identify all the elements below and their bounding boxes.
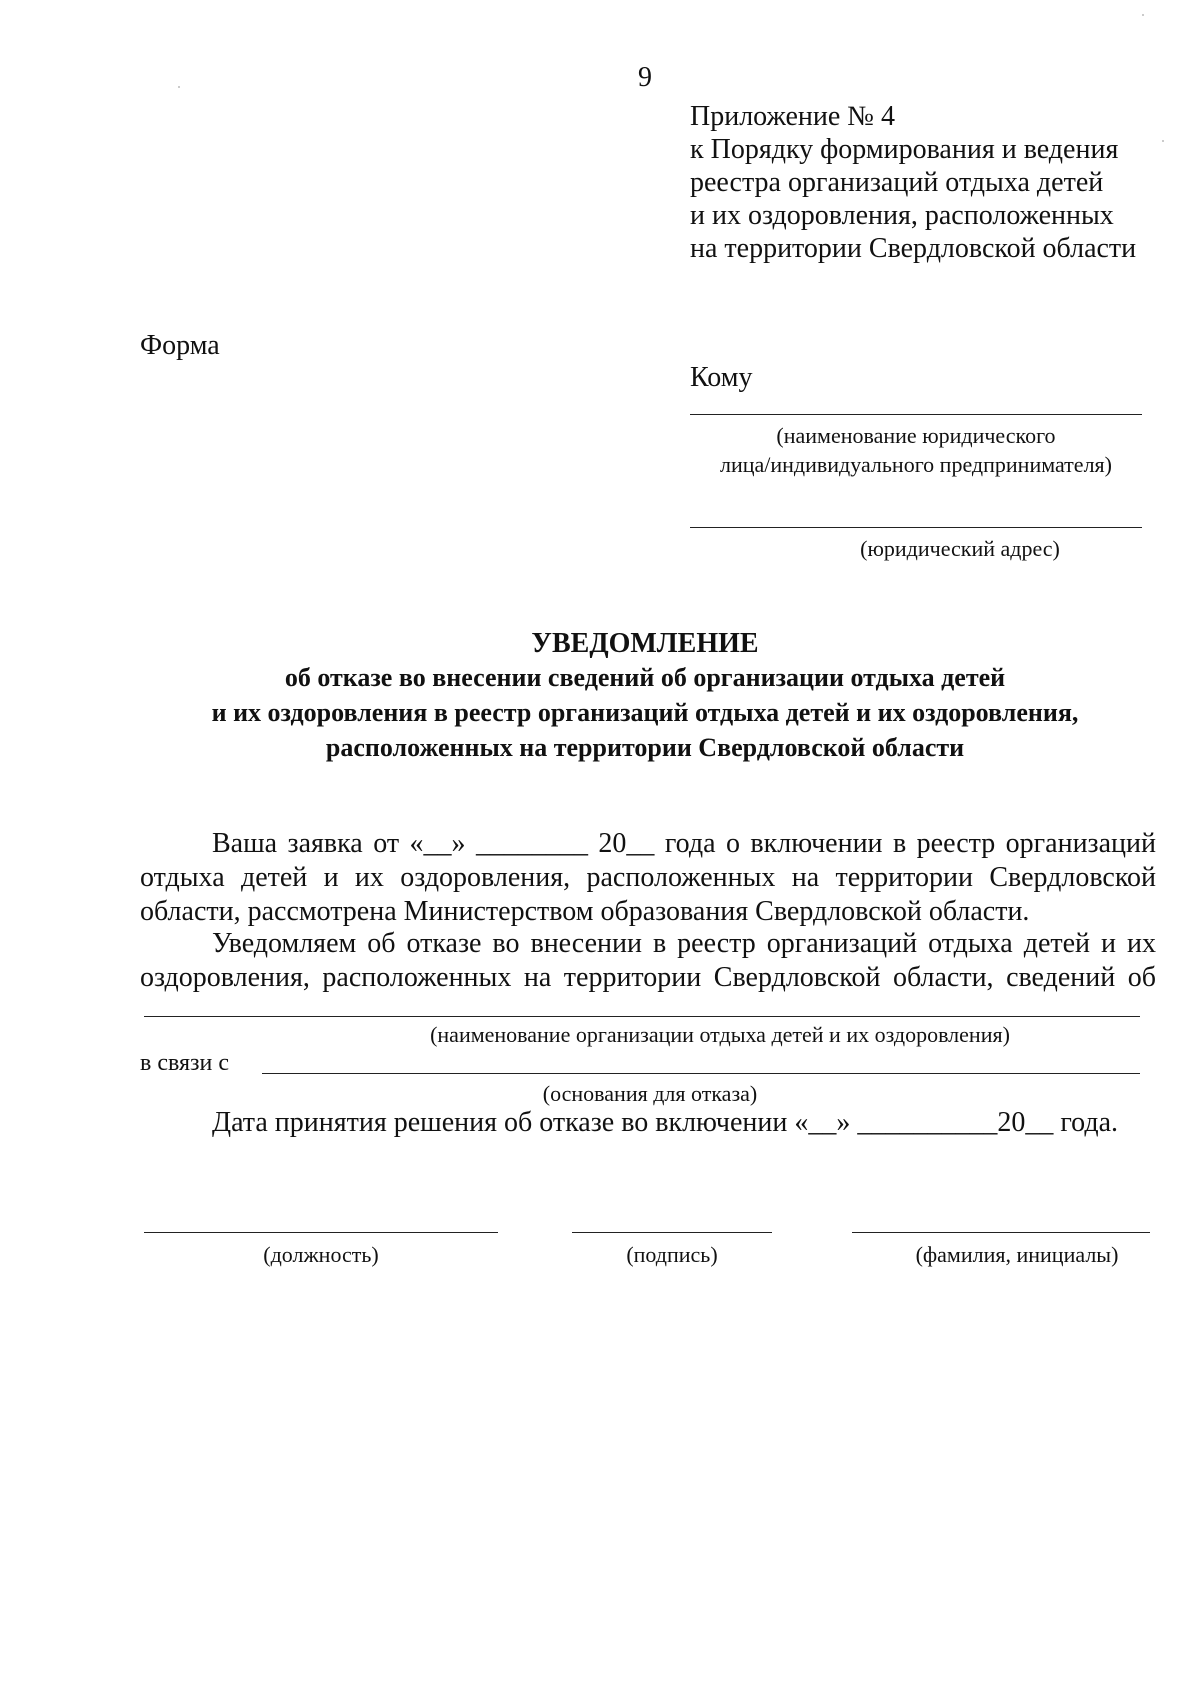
body-text-line: области, рассмотрена Министерством образования Свердловской области. xyxy=(140,896,1030,927)
body-text-line: отдыха детей и их оздоровления, расположенных на территории Свердловской xyxy=(140,862,1156,893)
recipient-label: Кому xyxy=(690,362,753,393)
organization-name-line xyxy=(144,1016,1140,1017)
body-text-line: оздоровления, расположенных на территории Свердловской области, сведений об xyxy=(140,962,1156,993)
body-text-line: Ваша заявка от «__» ________ 20__ года о включении в реестр организаций xyxy=(212,828,1156,859)
appendix-line: реестра организаций отдыха детей xyxy=(690,167,1104,198)
scan-speck xyxy=(1142,14,1144,16)
scan-speck xyxy=(1162,140,1164,142)
recipient-address-caption: (юридический адрес) xyxy=(860,536,1060,561)
name-caption: (фамилия, инициалы) xyxy=(915,1242,1119,1267)
document-subtitle: и их оздоровления в реестр организаций отдыха детей и их оздоровления, xyxy=(211,698,1079,727)
appendix-line: и их оздоровления, расположенных xyxy=(690,200,1114,231)
body-text-line: Уведомляем об отказе во внесении в реестр организаций отдыха детей и их xyxy=(212,928,1156,959)
scan-speck xyxy=(178,86,180,88)
document-subtitle: расположенных на территории Свердловской области xyxy=(325,733,965,762)
recipient-address-line xyxy=(690,527,1142,528)
appendix-line: к Порядку формирования и ведения xyxy=(690,134,1119,165)
appendix-line: на территории Свердловской области xyxy=(690,233,1137,264)
document-title: УВЕДОМЛЕНИЕ xyxy=(531,628,759,659)
recipient-name-caption: лица/индивидуального предпринимателя) xyxy=(719,452,1112,477)
signature-caption: (подпись) xyxy=(626,1242,718,1267)
document-subtitle: об отказе во внесении сведений об организации отдыха детей xyxy=(284,663,1006,692)
form-label: Форма xyxy=(140,330,220,361)
appendix-header xyxy=(690,100,1136,265)
recipient-name-line xyxy=(690,414,1142,415)
reason-line xyxy=(262,1073,1140,1074)
position-line xyxy=(144,1232,498,1233)
reason-prefix: в связи с xyxy=(140,1050,230,1076)
recipient-name-caption: (наименование юридического xyxy=(776,423,1056,448)
position-caption: (должность) xyxy=(263,1242,379,1267)
reason-caption: (основания для отказа) xyxy=(542,1081,758,1106)
decision-date-line: Дата принятия решения об отказе во включении «__» __________20__ года. xyxy=(212,1107,1119,1138)
page-number: 9 xyxy=(638,62,652,93)
name-line xyxy=(852,1232,1150,1233)
appendix-line: Приложение № 4 xyxy=(690,101,895,132)
organization-name-caption: (наименование организации отдыха детей и их оздоровления) xyxy=(430,1022,1010,1047)
signature-line xyxy=(572,1232,772,1233)
